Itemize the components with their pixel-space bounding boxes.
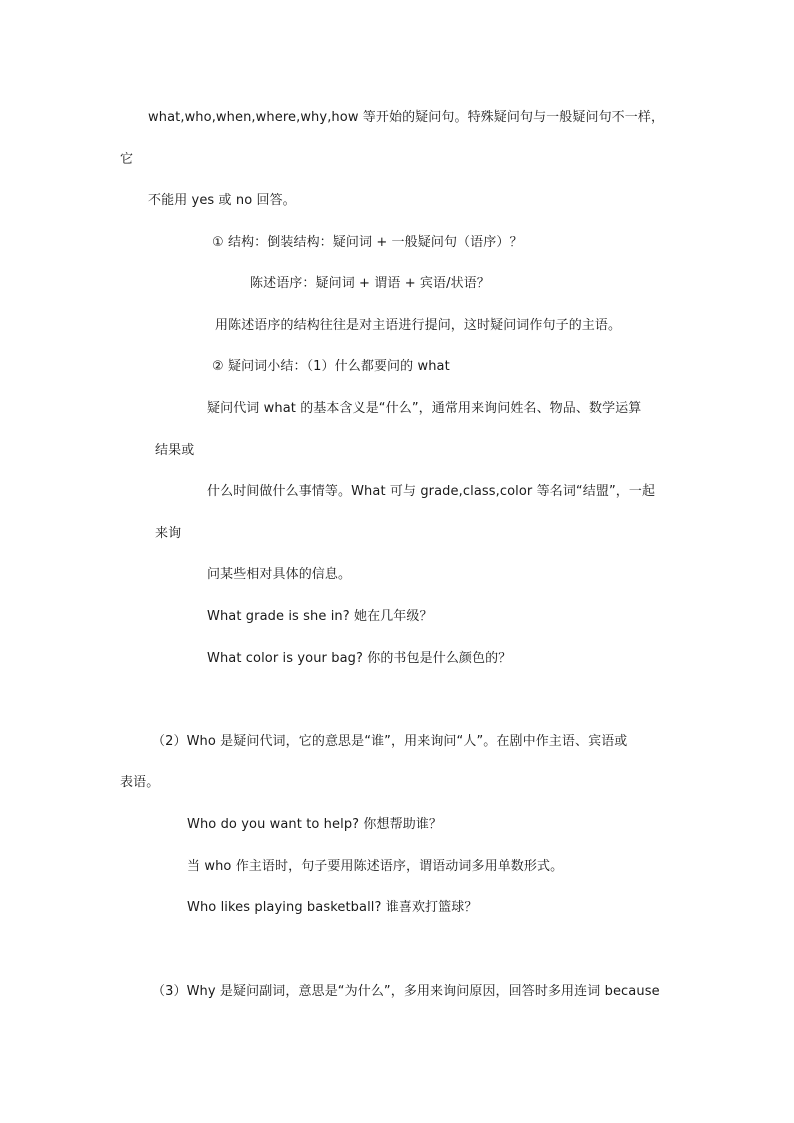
text-line: 什么时间做什么事情等。What 可与 grade,class,color 等名词“结盟”，一起 [207,484,656,499]
text-line: 不能用 yes 或 no 回答。 [148,193,296,208]
text-line: 陈述语序：疑问词 + 谓语 + 宾语/状语？ [250,276,490,291]
text-line: 它 [120,152,134,167]
text-line: ② 疑问词小结：（1）什么都要问的 what [212,359,450,374]
text-line: Who do you want to help? 你想帮助谁？ [187,817,443,832]
text-line: 结果或 [155,443,195,458]
text-line: 问某些相对具体的信息。 [207,567,352,582]
text-line: ① 结构：倒装结构：疑问词 + 一般疑问句（语序）？ [212,235,523,250]
text-line: What color is your bag? 你的书包是什么颜色的？ [207,651,512,666]
text-line: 表语。 [120,775,160,790]
text-line: 来询 [155,526,182,541]
text-line: 当 who 作主语时，句子要用陈述语序，谓语动词多用单数形式。 [187,859,564,874]
text-line: 疑问代词 what 的基本含义是“什么”，通常用来询问姓名、物品、数学运算 [207,401,642,416]
text-line: Who likes playing basketball? 谁喜欢打篮球？ [187,900,478,915]
text-line: （2）Who 是疑问代词，它的意思是“谁”，用来询问“人”。在剧中作主语、宾语或 [152,734,628,749]
text-line: What grade is she in? 她在几年级？ [207,609,433,624]
text-line: what,who,when,where,why,how 等开始的疑问句。特殊疑问句与一般疑问句不一样， [148,110,665,125]
text-line: 用陈述语序的结构往往是对主语进行提问，这时疑问词作句子的主语。 [215,318,622,333]
text-line: （3）Why 是疑问副词，意思是“为什么”，多用来询问原因，回答时多用连词 because [152,984,660,999]
